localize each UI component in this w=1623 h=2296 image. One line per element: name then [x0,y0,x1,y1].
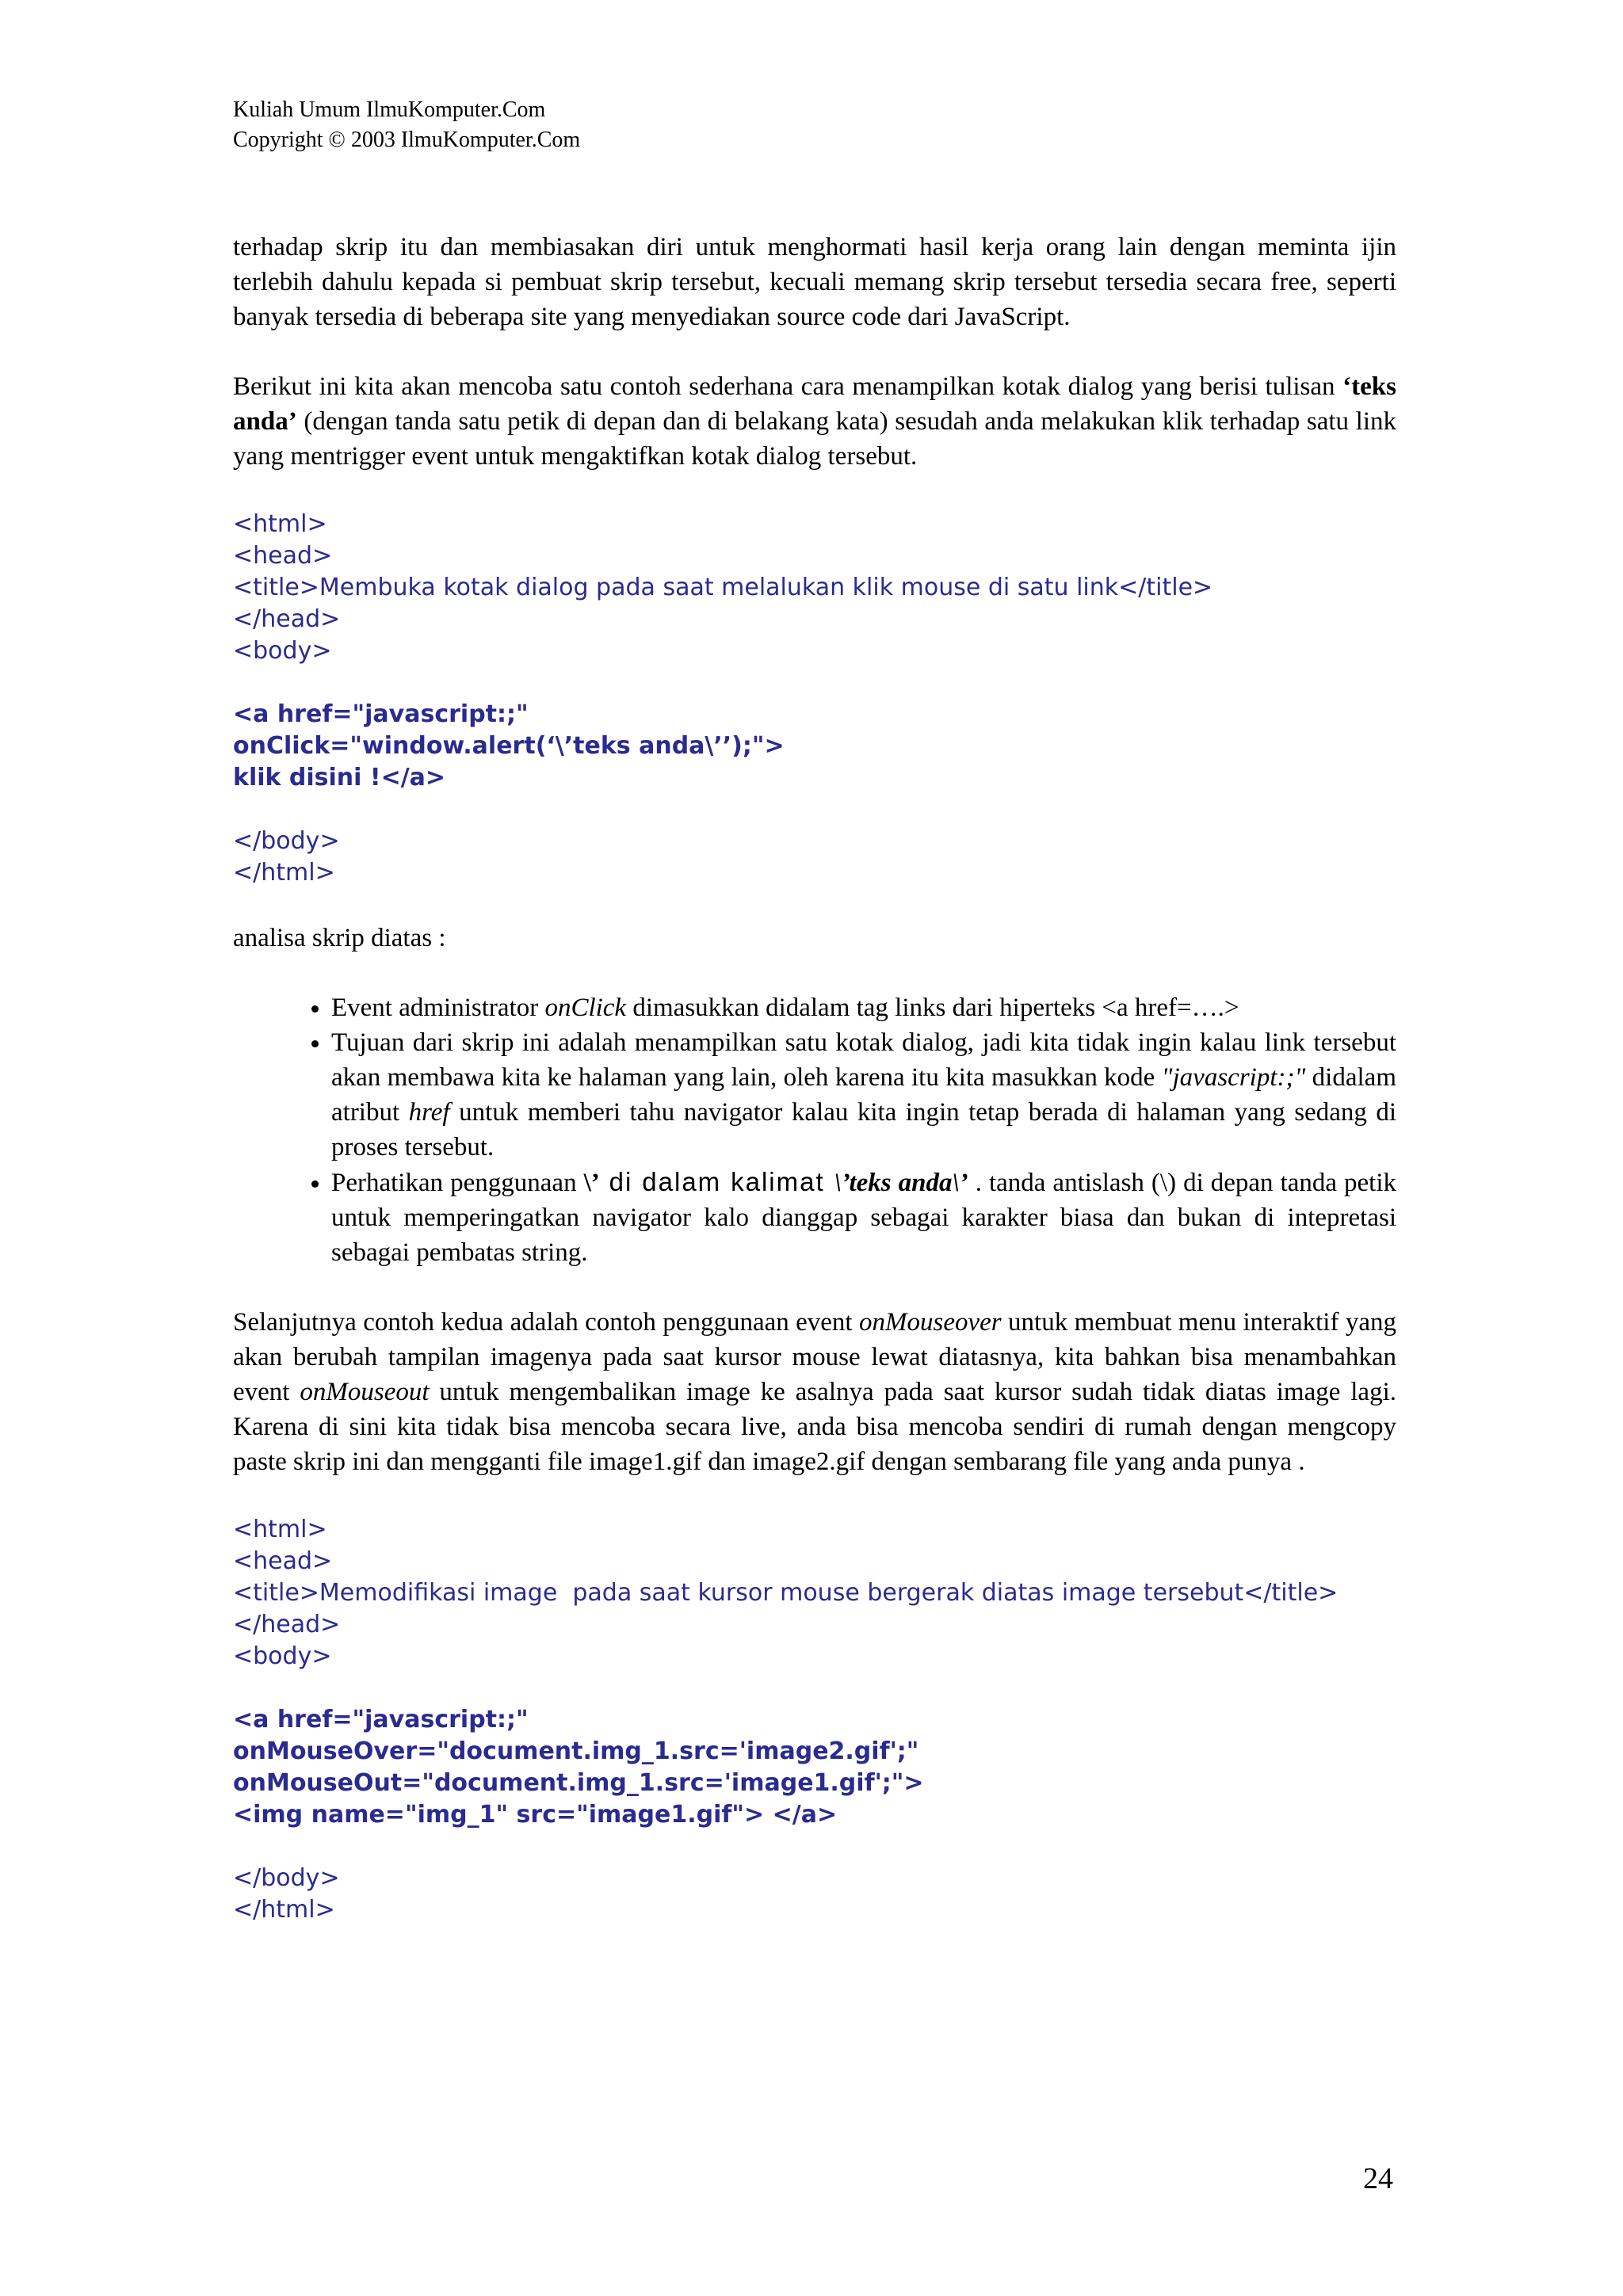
paragraph-4 [233,1305,1396,1479]
bullet-item-3 [331,1165,1396,1270]
header-line-2: Copyright © 2003 IlmuKomputer.Com [233,128,581,152]
code-gap [233,794,1396,826]
code-line-bold: <a href="javascript:;" [233,1706,529,1733]
code-gap [233,1672,1396,1704]
code-line: <body> [233,1642,332,1670]
code-line: </html> [233,1896,335,1924]
code-line-bold: klik disini !</a> [233,764,446,791]
code-gap [233,667,1396,699]
paragraph-2-text-b: (dengan tanda satu petik di depan dan di belakang kata) sesudah anda melakukan klik terhadap satu link yang mentrigger event untuk mengaktifkan kotak dialog tersebut. [233,407,1396,471]
bullet-2-text-c: untuk memberi tahu navigator kalau kita ingin tetap berada di halaman yang sedang di proses tersebut. [331,1098,1396,1161]
code-line: </head> [233,605,341,633]
bullet-item-1 [331,990,1396,1025]
code-line: <html> [233,1516,327,1543]
header-line-1: Kuliah Umum IlmuKomputer.Com [233,97,546,122]
code-line: </head> [233,1611,341,1638]
paragraph-2-text-a: Berikut ini kita akan mencoba satu contoh sederhana cara menampilkan kotak dialog yang berisi tulisan [233,372,1343,401]
code-line: <title>Membuka kotak dialog pada saat melalukan klik mouse di satu link</title> [233,574,1213,601]
code-line: </body> [233,1864,340,1892]
bullet-2-text-b: didalam atribut [331,1063,1396,1127]
bullet-1-italic: onClick [544,994,627,1022]
code-line-bold: onClick="window.alert(‘\’teks anda\’’);"> [233,732,785,760]
bullet-1-text-b: dimasukkan didalam tag links dari hiperteks <a href=….> [626,994,1239,1022]
code-line-bold: onMouseOver="document.img_1.src='image2.gif';" [233,1737,919,1765]
code-gap [233,1831,1396,1863]
paragraph-3: analisa skrip diatas : [233,924,446,952]
paragraph-4-text-b: untuk membuat menu interaktif yang akan berubah tampilan imagenya pada saat kursor mouse lewat diatasnya, kita bahkan bisa menambahkan event [233,1308,1396,1406]
paragraph-4-text-a: Selanjutnya contoh kedua adalah contoh penggunaan event [233,1308,859,1337]
bullet-3-text-b: di dalam kalimat [599,1167,834,1196]
paragraph-2 [233,369,1396,474]
code-line-bold: <a href="javascript:;" [233,700,529,728]
bullet-3-text-c: . tanda antislash (\) di depan tanda petik untuk memperingatkan navigator kalo dianggap sebagai karakter biasa dan bukan di intepretasi sebagai pembatas string. [331,1169,1397,1267]
code-line: <body> [233,637,332,665]
code-line: </html> [233,859,335,887]
paragraph-1: terhadap skrip itu dan membiasakan diri untuk menghormati hasil kerja orang lain dengan meminta ijin terlebih dahulu kepada si pembuat skrip tersebut, kecuali memang skrip tersebut tersedia secara free, seperti banyak tersedia di beberapa site yang menyediakan source code dari JavaScript. [233,233,1396,331]
paragraph-4-italic-2: onMouseout [300,1378,430,1406]
bullet-item-2 [331,1025,1396,1165]
code-line-bold: onMouseOut="document.img_1.src='image1.gif';"> [233,1769,924,1797]
paragraph-2-bold: ‘teks anda’ [233,372,1396,436]
code-line: <title>Memodifikasi image pada saat kursor mouse bergerak diatas image tersebut</title> [233,1579,1338,1607]
page-header [233,95,580,155]
code-block-2 [233,1514,1396,1926]
bullet-2-text-a: Tujuan dari skrip ini adalah menampilkan satu kotak dialog, jadi kita tidak ingin kalau link tersebut akan membawa kita ke halaman yang lain, oleh karena itu kita masukkan kode [331,1028,1396,1092]
paragraph-4-text-c: untuk mengembalikan image ke asalnya pada saat kursor sudah tidak diatas image lagi. Karena di sini kita tidak bisa mencoba secara live, anda bisa mencoba sendiri di rumah dengan mengcopy paste skrip ini dan mengganti file image1.gif dan image2.gif dengan sembarang file yang anda punya . [233,1378,1396,1476]
bullet-1-text-a: Event administrator [331,994,545,1022]
bullet-2-italic-1: "javascript:;" [1161,1063,1306,1092]
bullet-3-bold-italic: \’teks anda\’ [834,1169,968,1197]
bullet-2-italic-2: href [408,1098,450,1127]
paragraph-4-italic-1: onMouseover [859,1308,1002,1337]
code-line: <head> [233,1547,333,1575]
code-line-bold: <img name="img_1" src="image1.gif"> </a> [233,1801,838,1829]
page-number: 24 [1363,2162,1393,2195]
code-block-1 [233,509,1396,889]
page-content [233,230,1396,1958]
code-line: <html> [233,510,327,538]
code-line: <head> [233,542,333,570]
bullet-3-bold-1: \’ [583,1169,600,1197]
code-line: </body> [233,827,340,855]
analysis-bullet-list [233,990,1396,1270]
bullet-3-text-a: Perhatikan penggunaan [331,1169,584,1197]
